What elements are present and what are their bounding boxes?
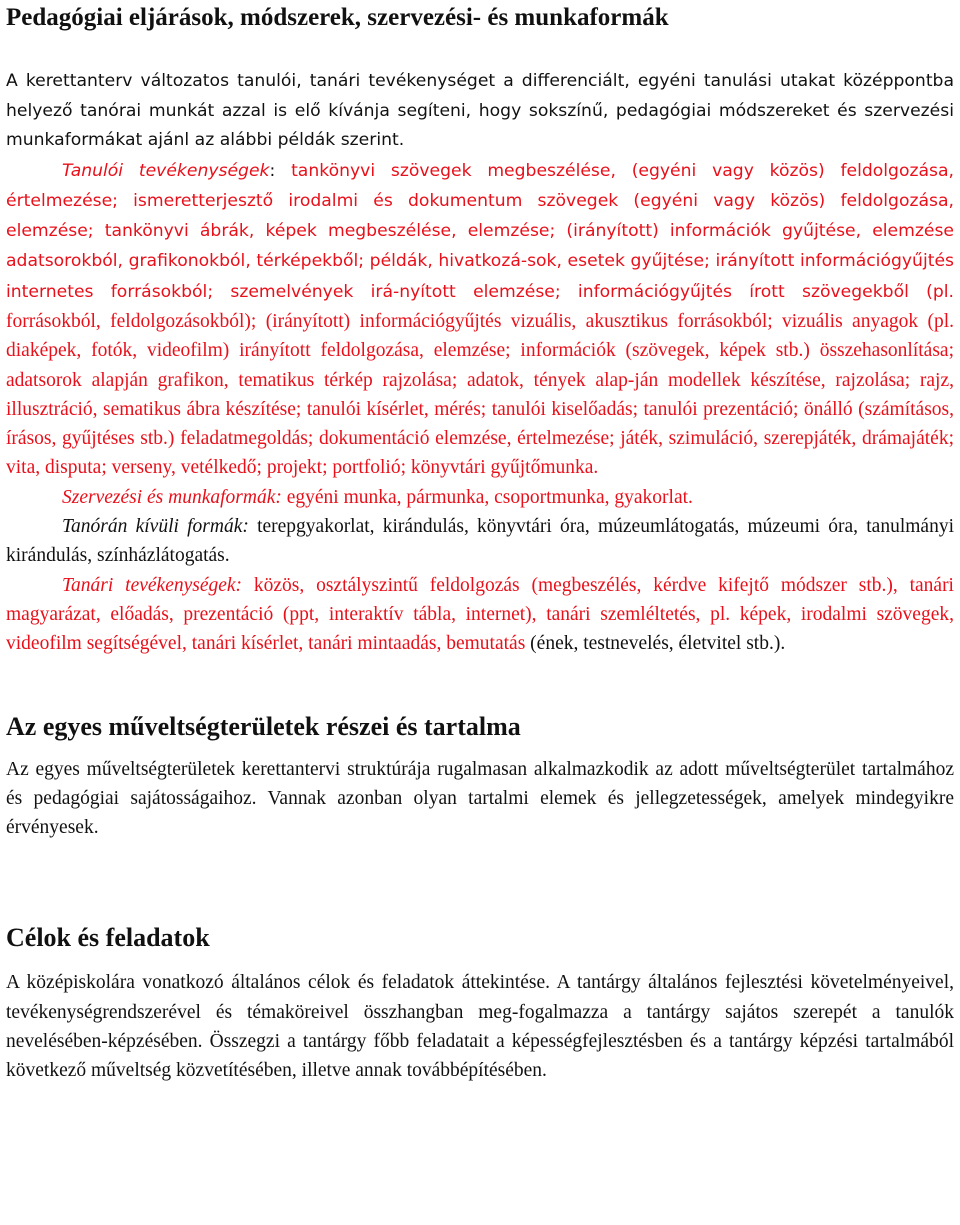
student-activities-colon: :	[269, 160, 292, 181]
outside-class-label: Tanórán kívüli formák:	[62, 516, 249, 538]
goals-tasks-paragraph: A középiskolára vonatkozó általános célok és feladatok áttekintése. A tantárgy általános fejlesztési követelményeivel, tevékenységrendszerével és témaköreivel összhangban meg-fogalmazza a tantárgy sajátos szerepét a tanulók nevelésében-képzésében. Összegzi a tantárgy főbb feladatait a képességfejlesztésben és a tantárgy képzési tartalmából következő műveltség közvetítésében, illetve annak továbbépítésében.	[6, 972, 954, 1082]
teacher-activities-label: Tanári tevékenységek:	[62, 574, 243, 596]
organization-label: Szervezési és munkaformák:	[62, 486, 282, 508]
section-heading-goals-tasks: Célok és feladatok	[6, 923, 210, 953]
section-heading-pedagogical-methods: Pedagógiai eljárások, módszerek, szervezési- és munkaformák	[6, 4, 669, 31]
intro-paragraph: A kerettanterv változatos tanulói, tanári tevékenységet a differenciált, egyéni tanulási utakat középpontba helyező tanórai munkát azzal is elő kívánja segíteni, hogy sokszínű, pedagógiai módszereket és szervezési munkaformákat ajánl az alábbi példák szerint.	[6, 71, 954, 150]
teacher-activities-text-black: (ének, testnevelés, életvitel stb.).	[525, 633, 786, 655]
teacher-activities-text-red: közös, osztályszintű feldolgozás (megbeszélés, kérdve kifejtő módszer stb.), tanári magyarázat, előadás, prezentáció (ppt, interaktív tábla, internet), tanári szemléltetés, pl. képek, irodalmi szövegek, videofilm segítségével, tanári kísérlet, tanári mintaadás, bemutatás	[6, 574, 954, 655]
outside-class-text: terepgyakorlat, kirándulás, könyvtári óra, múzeumlátogatás, múzeumi óra, tanulmányi kirándulás, színházlátogatás.	[6, 516, 954, 567]
student-activities-text-a: tankönyvi szövegek megbeszélése, (egyéni vagy közös) feldolgozása, értelmezése; ismeretterjesztő irodalmi és dokumentum szövegek (egyéni vagy közös) feldolgozása, elemzése; tankönyvi ábrák, képek megbeszélése, elemzése; (irányított) információk gyűjtése, elemzése adatsorokból, grafikonokból, térképekből; példák, hivatkozá-sok, esetek gyűjtése; irányított információgyűjtés internetes forrásokból; szemelvények irá-nyított elemzése; információgyűjtés írott szövegekből (pl.	[6, 160, 954, 302]
section-heading-content-areas: Az egyes műveltségterületek részei és tartalma	[6, 711, 521, 741]
student-activities-paragraph	[6, 156, 954, 483]
student-activities-text-b: forrásokból, feldolgozásokból); (irányított) információgyűjtés vizuális, akusztikus forrásokból; vizuális anyagok (pl. diaképek, fotók, videofilm) irányított feldolgozása, elemzése; információk (szövegek, képek stb.) összehasonlítása; adatsorok alapján grafikon, tematikus térkép rajzolása; adatok, tények alap-ján modellek készítése, rajzolása; rajz, illusztráció, sematikus ábra készítése; tanulói kísérlet, mérés; tanulói kiselőadás; tanulói prezentáció; önálló (számításos, írásos, gyűjtéses stb.) feladatmegoldás; dokumentáció elemzése, értelmezése; játék, szimuláció, szerepjáték, drámajáték; vita, disputa; verseny, vetélkedő; projekt; portfolió; könyvtári gyűjtőmunka.	[6, 310, 954, 479]
student-activities-label: Tanulói tevékenységek	[62, 160, 270, 181]
teacher-activities-paragraph	[6, 571, 954, 659]
content-areas-paragraph: Az egyes műveltségterületek kerettantervi struktúrája rugalmasan alkalmazkodik az adott műveltségterület tartalmához és pedagógiai sajátosságaihoz. Vannak azonban olyan tartalmi elemek és jellegzetességek, amelyek mindegyikre érvényesek.	[6, 758, 954, 839]
organization-text: egyéni munka, pármunka, csoportmunka, gyakorlat.	[281, 486, 693, 508]
outside-class-paragraph	[6, 512, 954, 571]
organization-paragraph	[6, 483, 954, 512]
